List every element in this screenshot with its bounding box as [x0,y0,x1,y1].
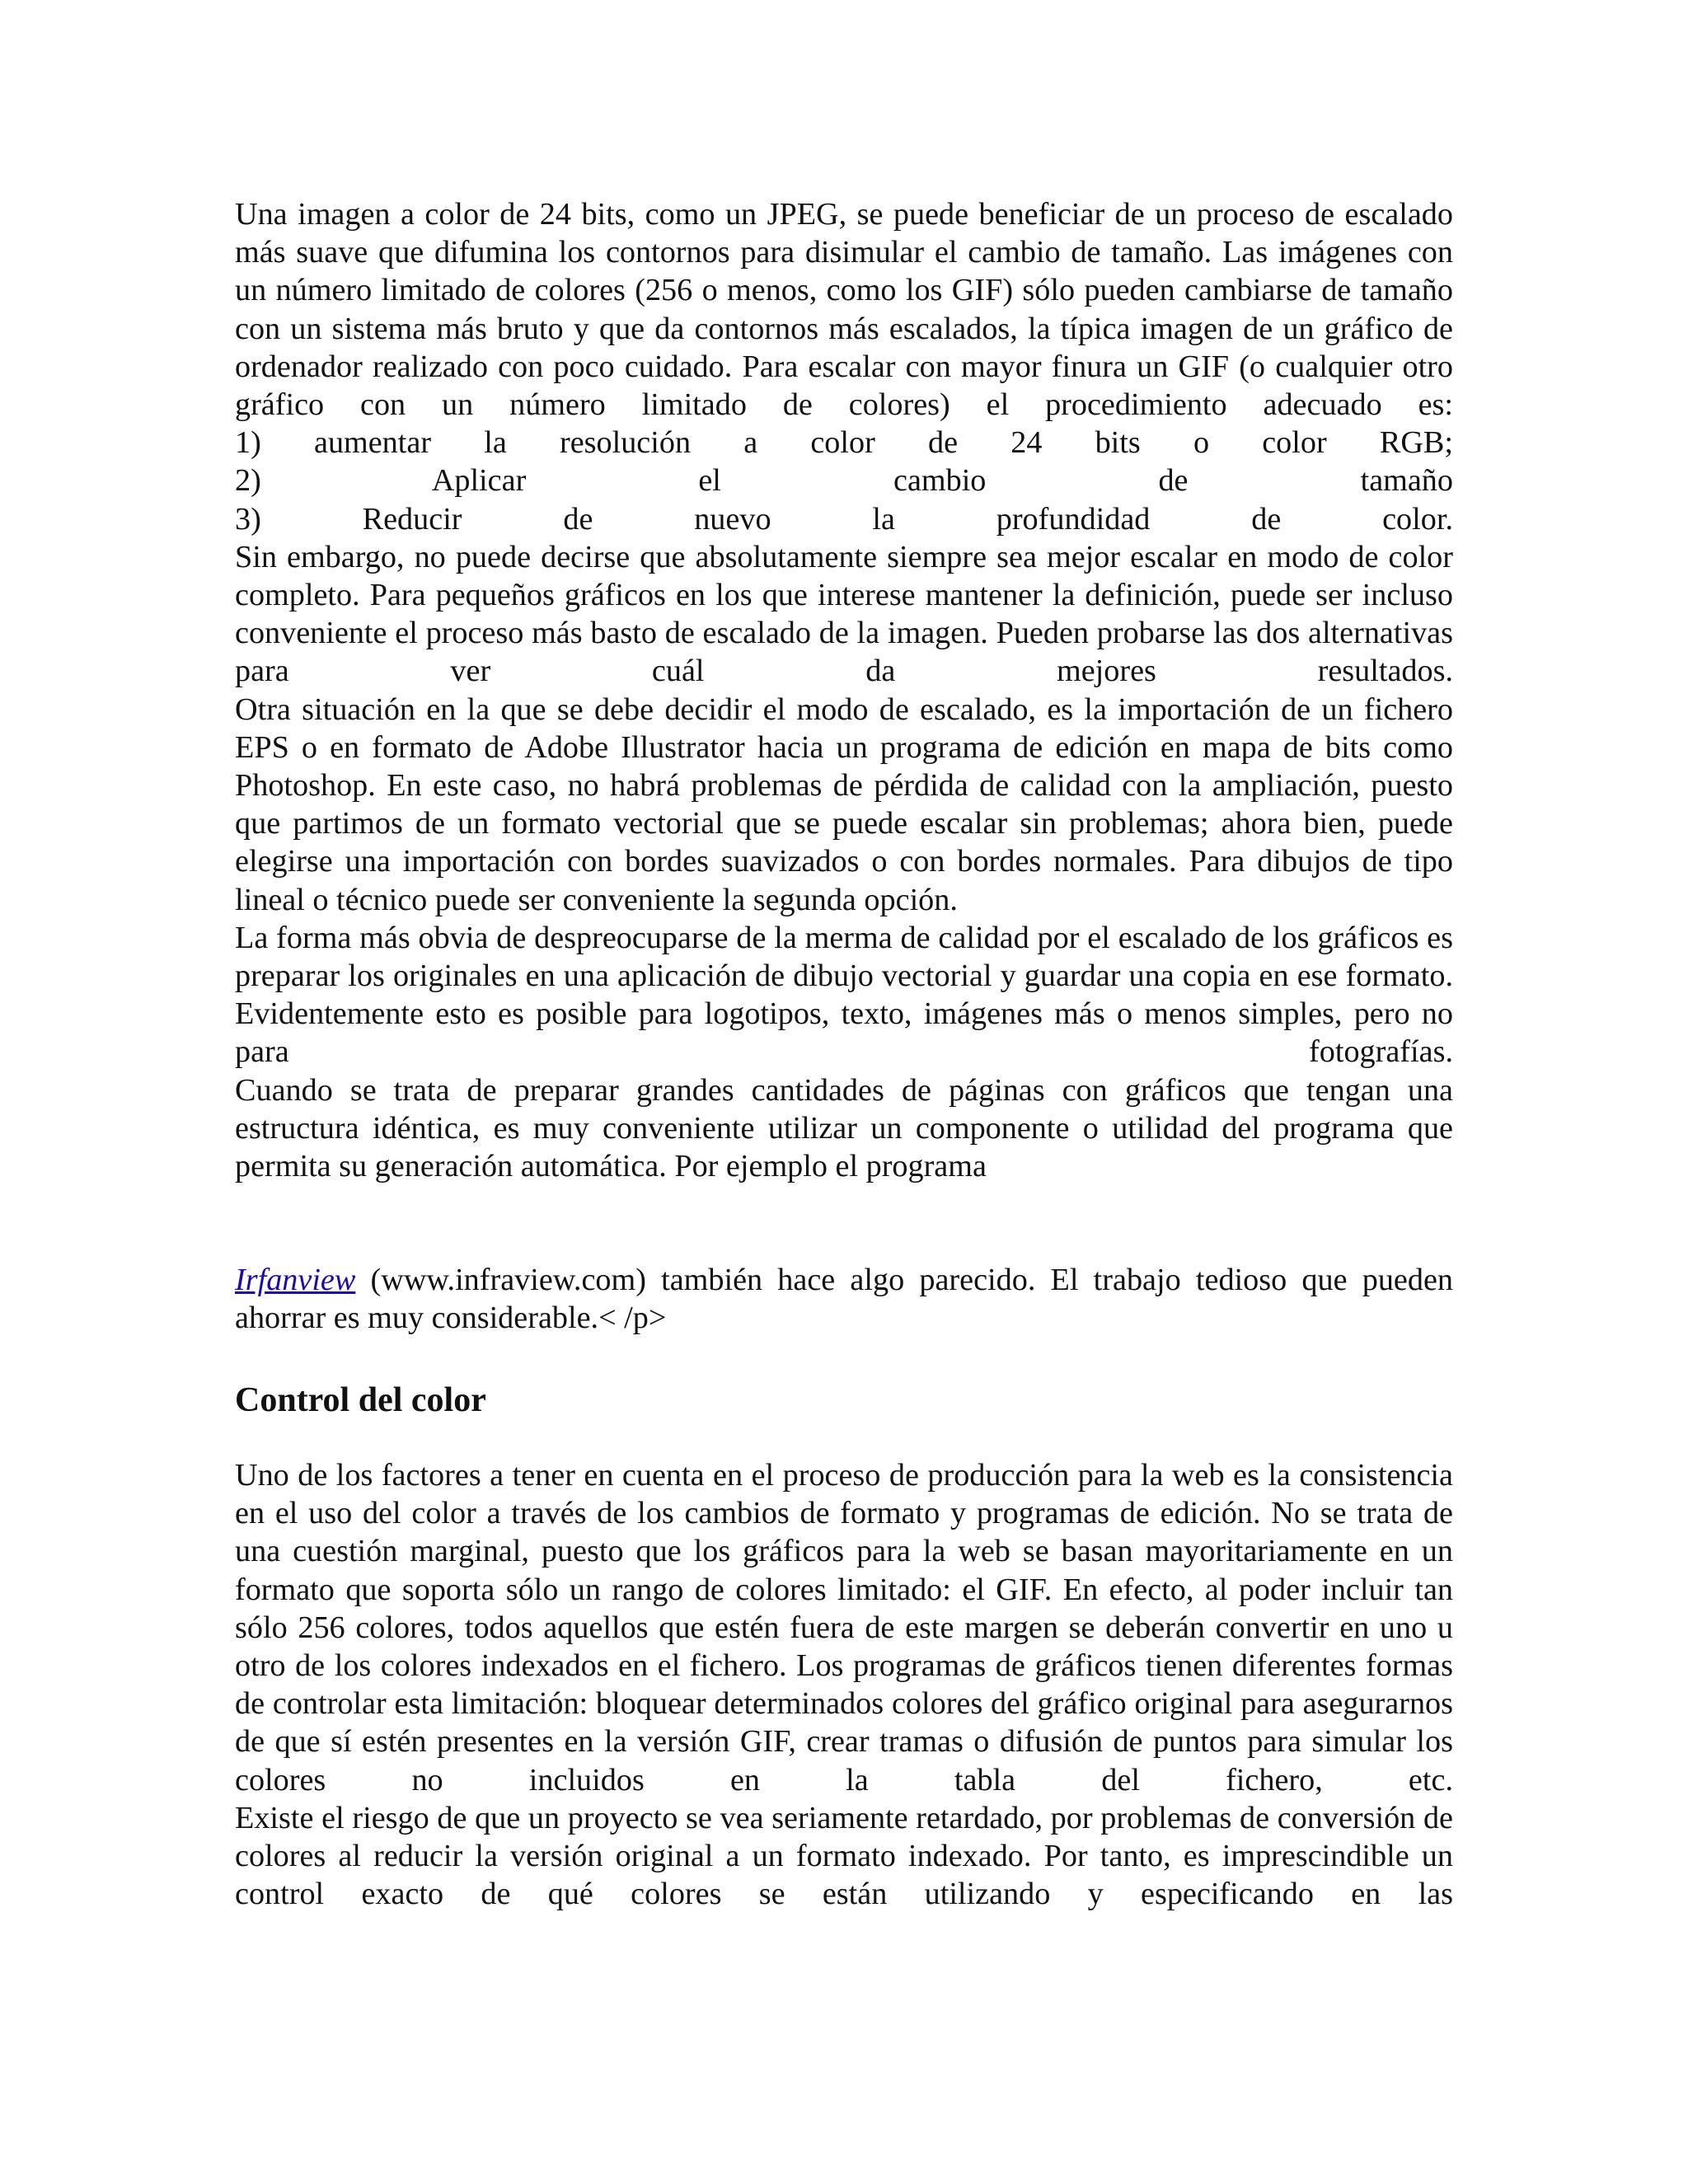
paragraph-eps-import: Otra situación en la que se debe decidir el modo de escalado, es la importación de un fichero EPS o en formato de Adobe Illustrator hacia un programa de edición en mapa de bits como Photoshop. En este caso, no habrá problemas de pérdida de calidad con la ampliación, puesto que partimos de un formato vectorial que se puede escalar sin problemas; ahora bien, puede elegirse una importación con bordes suavizados o con bordes normales. Para dibujos de tipo lineal o técnico puede ser conveniente la segunda opción. [235,691,1453,917]
step-2: 2) Aplicar el cambio de tamaño [235,463,1453,499]
paragraph-automation: Cuando se trata de preparar grandes cantidades de páginas con gráficos que tengan una estructura idéntica, es muy conveniente utilizar un componente o utilidad del programa que permita su generación automática. Por ejemplo el programa [235,1072,1453,1184]
step-1: 1) aumentar la resolución a color de 24 bits o color RGB; [235,425,1453,461]
paragraph-scaling-intro: Una imagen a color de 24 bits, como un JPEG, se puede beneficiar de un proceso de escalado más suave que difumina los contornos para disimular el cambio de tamaño. Las imágenes con un número limitado de colores (256 o menos, como los GIF) sólo pueden cambiarse de tamaño con un sistema más bruto y que da contornos más escalados, la típica imagen de un gráfico de ordenador realizado con poco cuidado. Para escalar con mayor finura un GIF (o cualquier otro gráfico con un número limitado de colores) el procedimiento adecuado es: [235,197,1453,423]
text-block-color [235,1456,1453,1913]
step-3: 3) Reducir de nuevo la profundidad de color. [235,501,1453,537]
paragraph-color-consistency: Uno de los factores a tener en cuenta en el proceso de producción para la web es la consistencia en el uso del color a través de los cambios de formato y programas de edición. No se trata de una cuestión marginal, puesto que los gráficos para la web se basan mayoritariamente en un formato que soporta sólo un rango de colores limitado: el GIF. En efecto, al poder incluir tan sólo 256 colores, todos aquellos que estén fuera de este margen se deberán convertir en uno u otro de los colores indexados en el fichero. Los programas de gráficos tienen diferentes formas de controlar esta limitación: bloquear determinados colores del gráfico original para asegurarnos de que sí estén presentes en la versión GIF, crear tramas o difusión de puntos para simular los colores no incluidos en la tabla del fichero, etc. [235,1458,1453,1797]
text-block-scaling [235,195,1453,1185]
paragraph-color-risk: Existe el riesgo de que un proyecto se vea seriamente retardado, por problemas de conversión de colores al reducir la versión original a un formato indexado. Por tanto, es imprescindible un control exacto de qué colores se están utilizando y especificando en las [235,1800,1453,1912]
section-heading: Control del color [235,1381,486,1419]
irfanview-link[interactable]: Irfanview [235,1263,356,1297]
irfanview-text: (www.infraview.com) también hace algo parecido. El trabajo tedioso que pueden ahorrar es muy considerable.< /p> [235,1263,1453,1336]
paragraph-irfanview [235,1261,1453,1337]
paragraph-full-color: Sin embargo, no puede decirse que absolutamente siempre sea mejor escalar en modo de color completo. Para pequeños gráficos en los que interese mantener la definición, puede ser incluso conveniente el proceso más basto de escalado de la imagen. Pueden probarse las dos alternativas para ver cuál da mejores resultados. [235,539,1453,689]
paragraph-vector-originals: La forma más obvia de despreocuparse de la merma de calidad por el escalado de los gráficos es preparar los originales en una aplicación de dibujo vectorial y guardar una copia en ese formato. Evidentemente esto es posible para logotipos, texto, imágenes más o menos simples, pero no para fotografías. [235,920,1453,1070]
